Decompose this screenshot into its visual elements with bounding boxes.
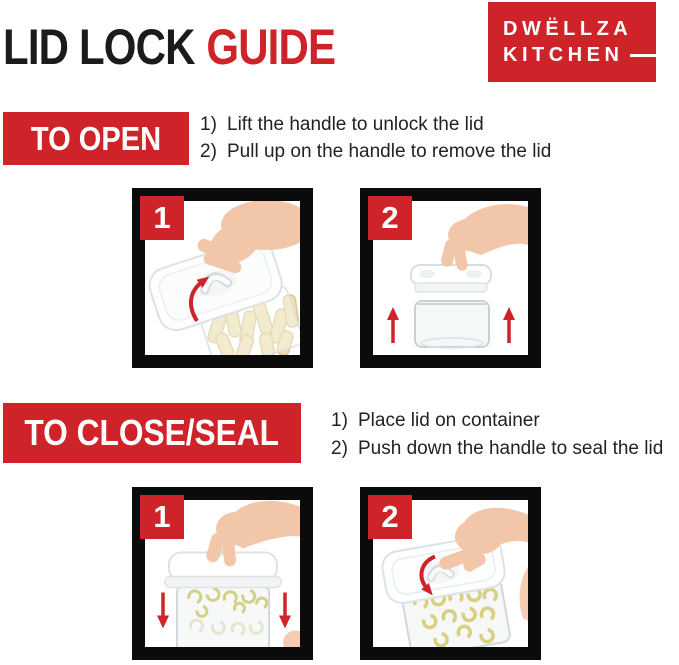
to-open-banner <box>3 112 189 165</box>
container-lid <box>165 552 281 588</box>
to-open-instructions <box>200 111 551 165</box>
step-number: 1) <box>331 410 348 431</box>
supporting-hand <box>520 567 528 621</box>
step-number: 2) <box>200 141 217 162</box>
step-text: Lift the handle to unlock the lid <box>227 114 484 135</box>
brand-name-line2: KITCHEN <box>503 44 624 66</box>
container-body <box>177 587 269 648</box>
photo-panel-close-step2 <box>360 487 541 660</box>
step-number-badge: 2 <box>368 495 412 539</box>
instruction-step <box>331 435 663 463</box>
brand-dash-icon <box>630 54 656 57</box>
to-open-banner-label: TO OPEN <box>30 119 162 157</box>
brand-name-line2-row <box>503 43 656 67</box>
brand-logo <box>488 2 656 82</box>
container-body <box>415 301 489 348</box>
to-close-instructions <box>331 407 663 463</box>
step-number-badge: 1 <box>140 196 184 240</box>
photo-panel-open-step1 <box>132 188 313 368</box>
photo-panel-open-step2 <box>360 188 541 368</box>
instruction-step <box>331 407 663 435</box>
instruction-step <box>200 138 551 165</box>
step-number: 1) <box>200 114 217 135</box>
step-text: Place lid on container <box>358 410 540 431</box>
title-text-black: LID LOCK <box>3 19 195 75</box>
to-close-seal-banner <box>3 403 301 463</box>
brand-name-line1: DWËLLZA <box>503 18 633 40</box>
title-text-red: GUIDE <box>206 19 336 75</box>
page-title <box>3 18 335 76</box>
step-number-badge: 1 <box>140 495 184 539</box>
photo-panel-close-step1 <box>132 487 313 660</box>
hand <box>440 204 528 272</box>
to-close-seal-banner-label: TO CLOSE/SEAL <box>24 412 280 453</box>
step-number: 2) <box>331 438 348 459</box>
instruction-step <box>200 111 551 138</box>
step-number-badge: 2 <box>368 196 412 240</box>
container-with-lid <box>380 533 517 647</box>
supporting-hand <box>283 631 300 648</box>
step-text: Pull up on the handle to remove the lid <box>227 141 552 162</box>
step-text: Push down the handle to seal the lid <box>358 438 664 459</box>
